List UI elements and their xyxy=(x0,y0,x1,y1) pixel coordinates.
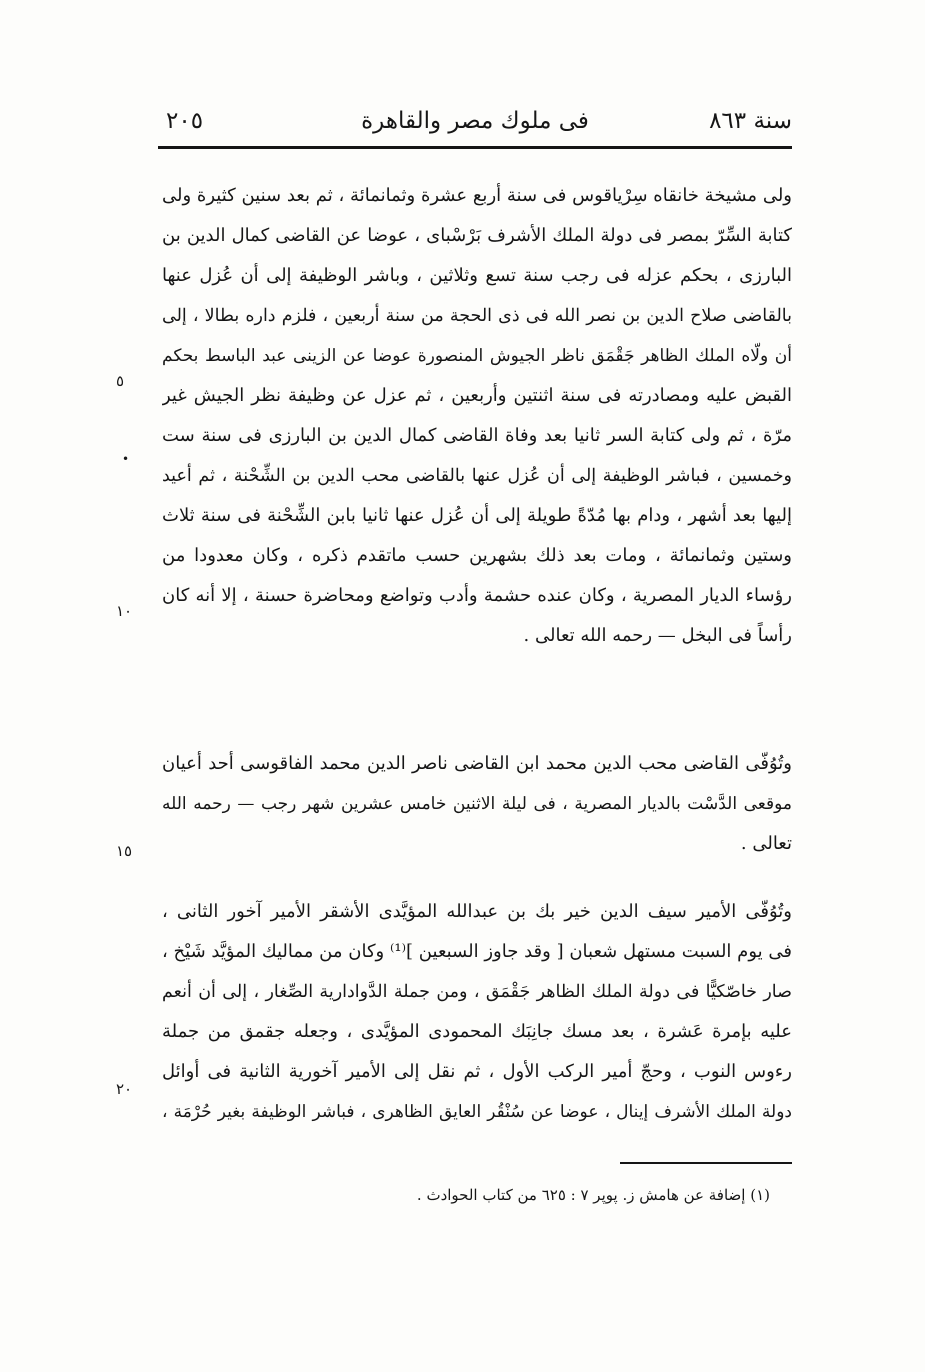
text-line: وتُوُفّى الأمير سيف الدين خير بك بن عبدالله المؤيَّدى الأشقر الأمير آخور الثانى ، xyxy=(162,901,792,922)
text-line: بالقاضى صلاح الدين بن نصر الله فى ذى الحجة من سنة أربعين ، فلزم داره بطالا ، إلى xyxy=(162,306,792,326)
margin-line-number: ٥ xyxy=(116,372,125,390)
text-line: أن ولّاه الملك الظاهر جَقْمَق ناظر الجيوش المنصورة عوضا عن الزينى عبد الباسط بحكم xyxy=(162,346,792,366)
text-line: رؤساء الديار المصرية ، وكان عنده حشمة وأدب وتواضع ومحاضرة حسنة ، إلا أنه كان xyxy=(162,585,792,606)
text-line: فى يوم السبت مستهل شعبان [ وقد جاوز السبعين ]⁽¹⁾ وكان من مماليك المؤيَّد شَيْخ ، xyxy=(162,941,792,962)
page-number: ٢٠٥ xyxy=(166,108,204,134)
margin-line-number: ١٠ xyxy=(116,602,133,620)
text-line: البارزى ، بحكم عزله فى رجب سنة تسع وثلاثين ، وباشر الوظيفة إلى أن عُزل عنها xyxy=(162,265,792,286)
text-line: وخمسين ، فباشر الوظيفة إلى أن عُزل عنها بالقاضى محب الدين بن الشِّحْنة ، ثم أعيد xyxy=(162,466,792,486)
header-rule xyxy=(158,146,792,149)
paragraph-1 xyxy=(162,176,792,656)
text-line: تعالى . xyxy=(740,833,792,854)
page-header xyxy=(158,100,792,146)
text-line: كتابة السِّرّ بمصر فى دولة الملك الأشرف بَرْسْباى ، عوضا عن القاضى كمال الدين بن xyxy=(162,225,792,246)
text-line: وستين وثمانمائة ، ومات بعد ذلك بشهرين حسب ماتقدم ذكره ، وكان معدودا من xyxy=(162,545,792,566)
header-title: فى ملوك مصر والقاهرة xyxy=(361,108,589,134)
margin-dot-icon: • xyxy=(122,452,130,466)
footnote-rule xyxy=(620,1162,792,1164)
margin-line-number: ١٥ xyxy=(116,842,133,860)
text-line: عليه بإمرة عَشرة ، بعد مسك جانِبَك المحمودى المؤيَّدى ، وجعله جقمق من جملة xyxy=(162,1021,792,1042)
text-line: القبض عليه ومصادرته فى سنة اثنتين وأربعين ، ثم عزل عن وظيفة نظر الجيش غير xyxy=(162,385,792,406)
text-line: إليها بعد أشهر ، ودام بها مُدّةً طويلة إلى أن عُزل عنها ثانيا بابن الشِّحْنة فى سنة ثلاث xyxy=(162,505,792,526)
text-line: ولى مشيخة خانقاه سِرْياقوس فى سنة أربع عشرة وثمانمائة ، ثم بعد سنين كثيرة ولى xyxy=(162,185,792,206)
margin-line-number: ٢٠ xyxy=(116,1080,133,1098)
paragraph-2 xyxy=(162,744,792,864)
text-line: موقعى الدَّسْت بالديار المصرية ، فى ليلة الاثنين خامس عشرين شهر رجب — رحمه الله xyxy=(162,794,792,814)
paragraph-3 xyxy=(162,892,792,1132)
text-line: وتُوُفّى القاضى محب الدين محمد ابن القاضى ناصر الدين محمد الفاقوسى أحد أعيان xyxy=(162,753,792,774)
footnote: (١) إضافة عن هامش ز. پوپر ٧ : ٦٢٥ من كتاب الحوادث . xyxy=(416,1186,770,1204)
header-year: سنة ٨٦٣ xyxy=(709,108,792,134)
text-line: رأساً فى البخل — رحمه الله تعالى . xyxy=(523,625,792,646)
text-line: دولة الملك الأشرف إينال ، عوضا عن سُنْقُر العايق الظاهرى ، فباشر الوظيفة بغير حُرْمَة ، xyxy=(162,1102,792,1122)
text-line: رءوس النوب ، وحجّ أمير الركب الأول ، ثم نقل إلى الأمير آخورية الثانية فى أوائل xyxy=(162,1061,792,1082)
text-line: مرّة ، ثم ولى كتابة السر ثانيا بعد وفاة القاضى كمال الدين بن البارزى فى سنة ست xyxy=(162,425,792,446)
text-line: صار خاصّكيًّا فى دولة الملك الظاهر جَقْمَق ، ومن جملة الدَّوادارية الصِّغار ، إلى أن أنعم xyxy=(162,982,792,1002)
